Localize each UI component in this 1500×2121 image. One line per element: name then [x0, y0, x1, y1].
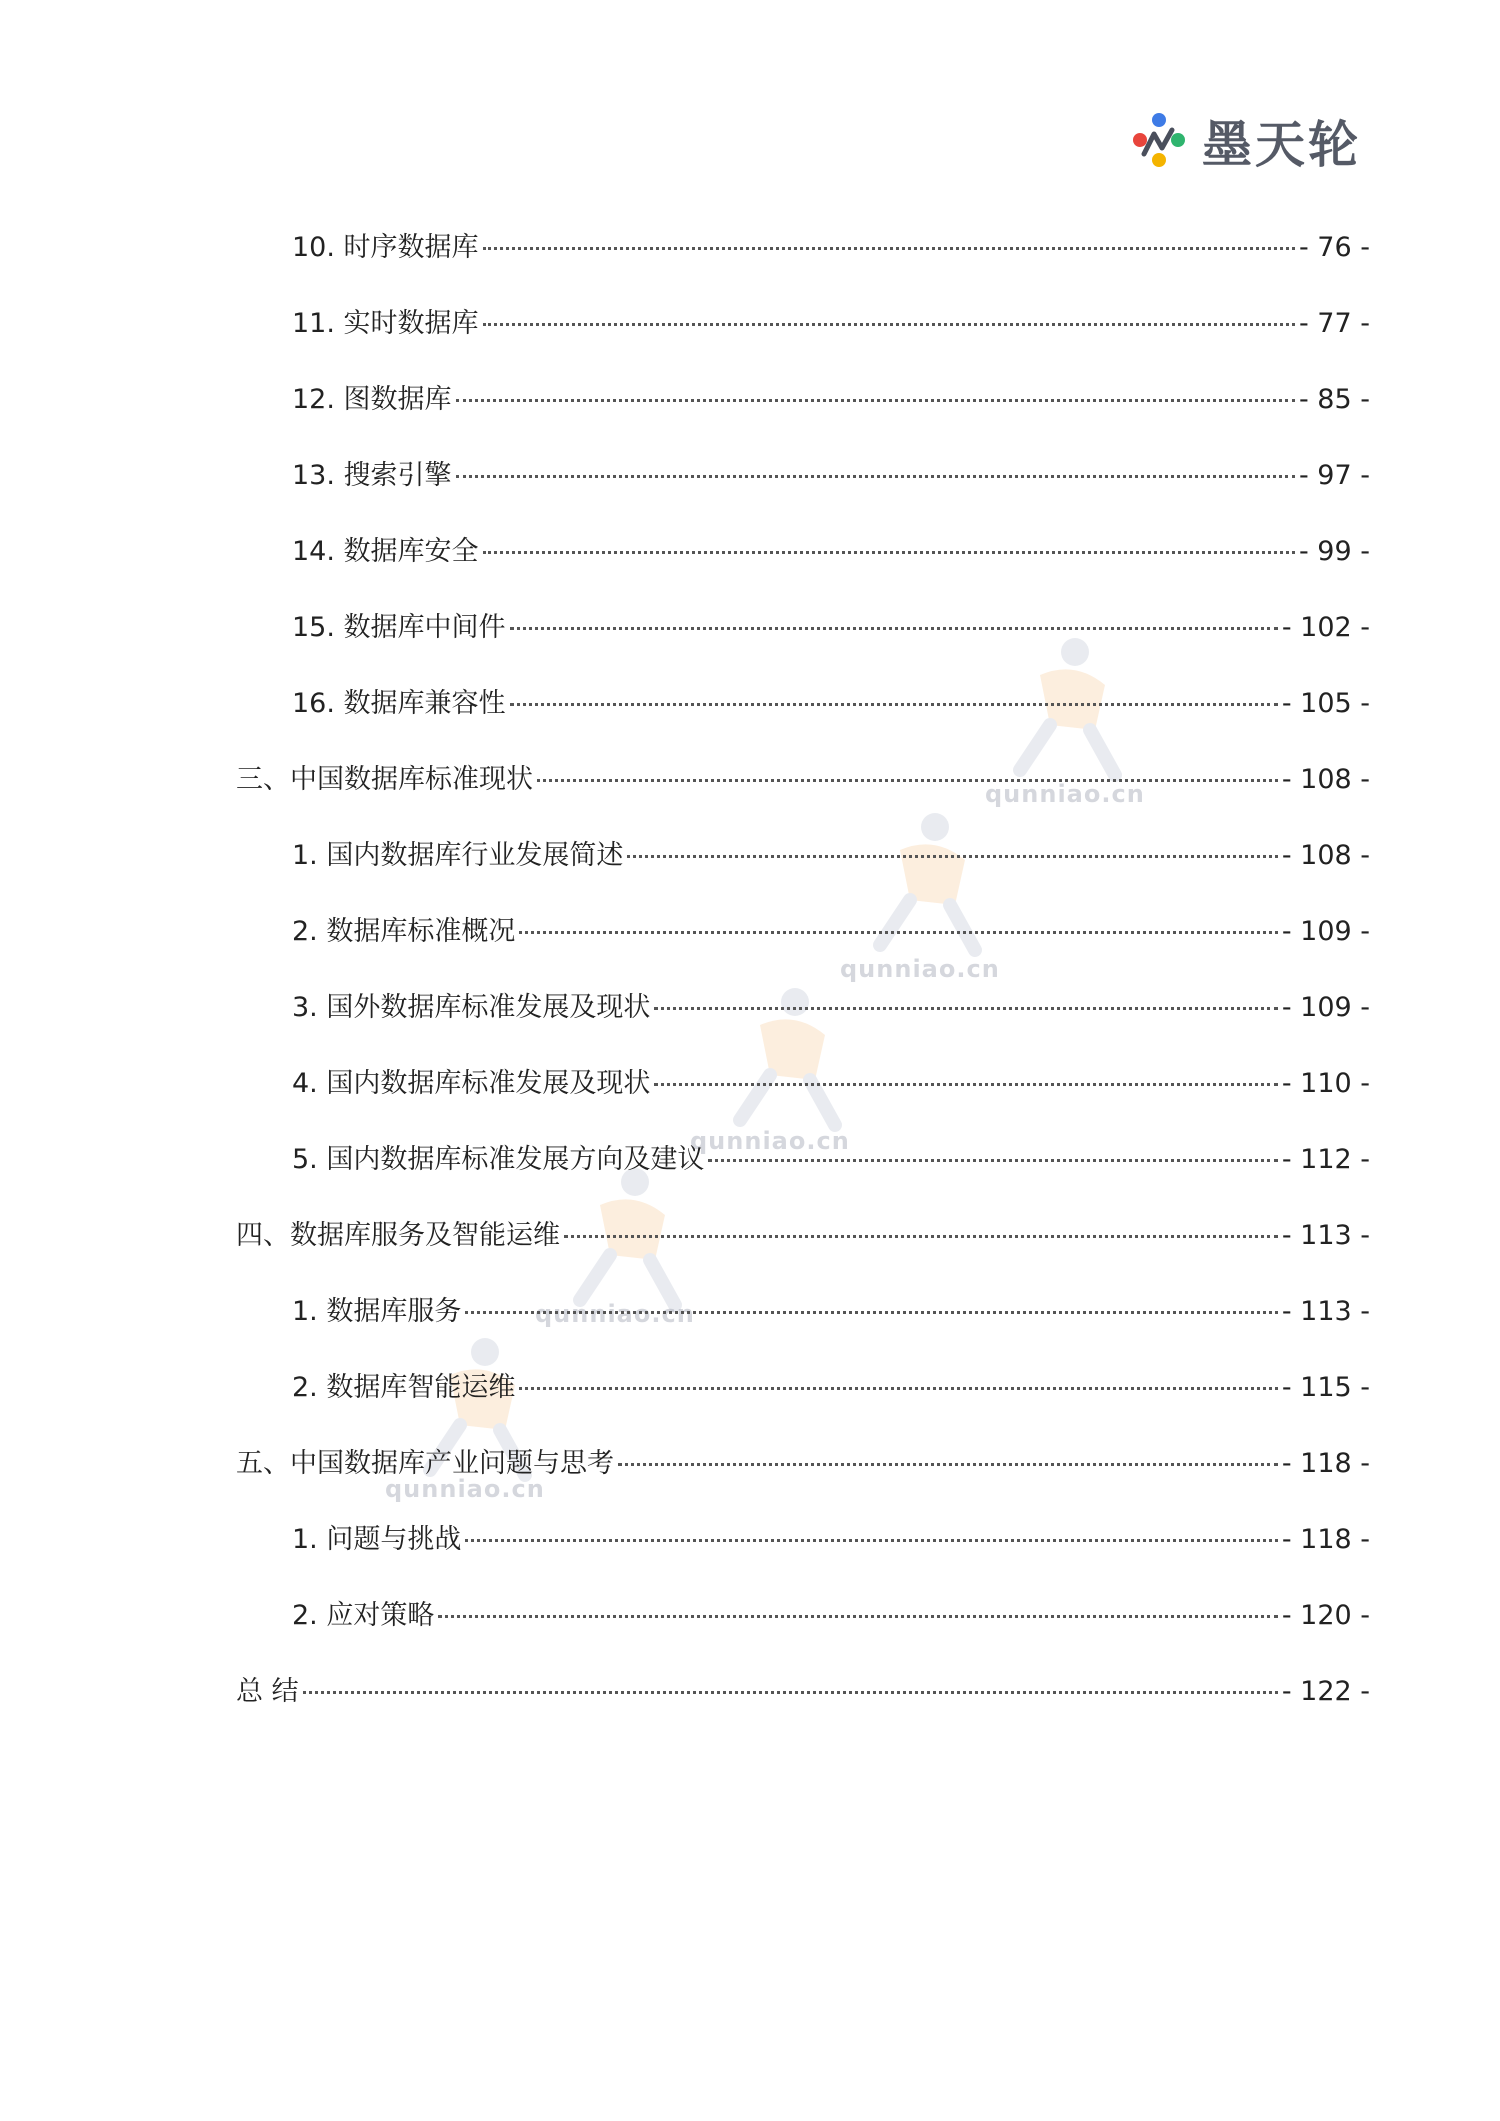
toc-entry-page: - 118 - — [1281, 1448, 1370, 1479]
toc-entry-number: 3. — [292, 992, 327, 1023]
toc-entry[interactable] — [292, 1064, 1370, 1104]
toc-entry-number: 1. — [292, 1524, 327, 1555]
toc-entry[interactable] — [292, 608, 1370, 648]
toc-entry-title: 国内数据库行业发展简述 — [326, 840, 624, 871]
toc-entry-page: - 105 - — [1281, 688, 1370, 719]
watermark-text: qunniao.cn — [985, 780, 1145, 808]
toc-entry-number: 五、 — [236, 1448, 290, 1479]
toc-entry-title: 数据库标准概况 — [326, 916, 516, 947]
toc-entry-number: 12. — [292, 384, 344, 415]
toc-entry-number: 1. — [292, 840, 327, 871]
leader-dots — [519, 1387, 1277, 1390]
toc-entry[interactable] — [236, 1216, 1370, 1256]
toc-entry-title: 问题与挑战 — [326, 1524, 462, 1555]
toc-entry[interactable] — [292, 1140, 1370, 1180]
leader-dots — [654, 1083, 1277, 1086]
toc-entry-page: - 85 - — [1298, 384, 1370, 415]
watermark-text: qunniao.cn — [385, 1475, 545, 1503]
toc-entry-number: 5. — [292, 1144, 327, 1175]
toc-entry-number: 三、 — [236, 764, 290, 795]
toc-entry-page: - 77 - — [1298, 308, 1370, 339]
leader-dots — [483, 551, 1295, 554]
toc-entry-number: 2. — [292, 916, 327, 947]
toc-entry-page: - 102 - — [1281, 612, 1370, 643]
leader-dots — [456, 475, 1295, 478]
toc-entry-title: 国内数据库标准发展及现状 — [326, 1068, 651, 1099]
toc-entry-title: 数据库智能运维 — [326, 1372, 516, 1403]
toc-entry-title: 时序数据库 — [343, 232, 479, 263]
toc-entry[interactable] — [292, 380, 1370, 420]
leader-dots — [303, 1691, 1278, 1694]
toc-entry-title: 国外数据库标准发展及现状 — [326, 992, 651, 1023]
leader-dots — [564, 1235, 1278, 1238]
toc-entry-number: 11. — [292, 308, 344, 339]
toc-entry-title: 总 结 — [236, 1676, 299, 1707]
toc-entry-page: - 115 - — [1281, 1372, 1370, 1403]
toc-entry[interactable] — [292, 836, 1370, 876]
toc-entry[interactable] — [236, 760, 1370, 800]
toc-entry[interactable] — [292, 304, 1370, 344]
toc-entry[interactable] — [292, 1368, 1370, 1408]
toc-entry-title: 中国数据库产业问题与思考 — [290, 1448, 614, 1479]
toc-entry-title: 实时数据库 — [343, 308, 479, 339]
toc-entry-page: - 99 - — [1298, 536, 1370, 567]
logo — [1128, 108, 1361, 174]
leader-dots — [627, 855, 1277, 858]
toc-entry[interactable] — [292, 684, 1370, 724]
toc-entry-number: 16. — [292, 688, 344, 719]
toc-entry[interactable] — [292, 228, 1370, 268]
toc-entry-title: 中国数据库标准现状 — [290, 764, 533, 795]
toc-entry-page: - 108 - — [1281, 840, 1370, 871]
toc-entry-page: - 97 - — [1298, 460, 1370, 491]
toc-entry[interactable] — [292, 988, 1370, 1028]
toc-entry[interactable] — [236, 1444, 1370, 1484]
toc-entry-page: - 112 - — [1281, 1144, 1370, 1175]
leader-dots — [465, 1539, 1277, 1542]
toc-entry-number: 2. — [292, 1372, 327, 1403]
toc-entry-title: 应对策略 — [326, 1600, 435, 1631]
leader-dots — [537, 779, 1278, 782]
toc-entry[interactable] — [292, 456, 1370, 496]
toc-entry[interactable] — [292, 1596, 1370, 1636]
watermark-text: qunniao.cn — [690, 1127, 850, 1155]
toc-entry-page: - 113 - — [1281, 1296, 1370, 1327]
leader-dots — [618, 1463, 1278, 1466]
toc-entry-title: 数据库中间件 — [343, 612, 506, 643]
toc-entry-number: 四、 — [236, 1220, 290, 1251]
watermark-text: qunniao.cn — [840, 955, 1000, 983]
motianlun-logo-icon — [1128, 110, 1190, 172]
watermark-text: qunniao.cn — [535, 1300, 695, 1328]
toc-entry-number: 10. — [292, 232, 344, 263]
leader-dots — [519, 931, 1277, 934]
toc-entry-page: - 113 - — [1281, 1220, 1370, 1251]
toc-entry-number: 4. — [292, 1068, 327, 1099]
toc-entry-title: 数据库服务及智能运维 — [290, 1220, 560, 1251]
toc-entry-page: - 110 - — [1281, 1068, 1370, 1099]
toc-entry-title: 数据库兼容性 — [343, 688, 506, 719]
toc-entry[interactable] — [236, 1672, 1370, 1712]
toc-entry[interactable] — [292, 1520, 1370, 1560]
toc-entry-page: - 109 - — [1281, 916, 1370, 947]
toc-entry-number: 1. — [292, 1296, 327, 1327]
toc-entry-page: - 76 - — [1298, 232, 1370, 263]
toc-entry-page: - 108 - — [1281, 764, 1370, 795]
toc-entry-page: - 109 - — [1281, 992, 1370, 1023]
leader-dots — [483, 247, 1295, 250]
toc-entry-number: 13. — [292, 460, 344, 491]
toc-entry-number: 2. — [292, 1600, 327, 1631]
leader-dots — [510, 627, 1278, 630]
logo-text: 墨天轮 — [1202, 116, 1361, 174]
leader-dots — [708, 1159, 1277, 1162]
toc-entry-page: - 118 - — [1281, 1524, 1370, 1555]
toc-entry-number: 14. — [292, 536, 344, 567]
toc-entry[interactable] — [292, 532, 1370, 572]
toc-entry-number: 15. — [292, 612, 344, 643]
leader-dots — [510, 703, 1278, 706]
toc-entry-page: - 122 - — [1281, 1676, 1370, 1707]
toc-entry[interactable] — [292, 1292, 1370, 1332]
leader-dots — [456, 399, 1295, 402]
toc-entry-title: 国内数据库标准发展方向及建议 — [326, 1144, 705, 1175]
toc-entry-title: 数据库安全 — [343, 536, 479, 567]
leader-dots — [438, 1615, 1277, 1618]
toc-entry-title: 搜索引擎 — [343, 460, 452, 491]
leader-dots — [465, 1311, 1277, 1314]
leader-dots — [654, 1007, 1277, 1010]
toc-entry[interactable] — [292, 912, 1370, 952]
leader-dots — [483, 323, 1295, 326]
toc-entry-page: - 120 - — [1281, 1600, 1370, 1631]
toc-entry-title: 图数据库 — [343, 384, 452, 415]
toc-entry-title: 数据库服务 — [326, 1296, 462, 1327]
